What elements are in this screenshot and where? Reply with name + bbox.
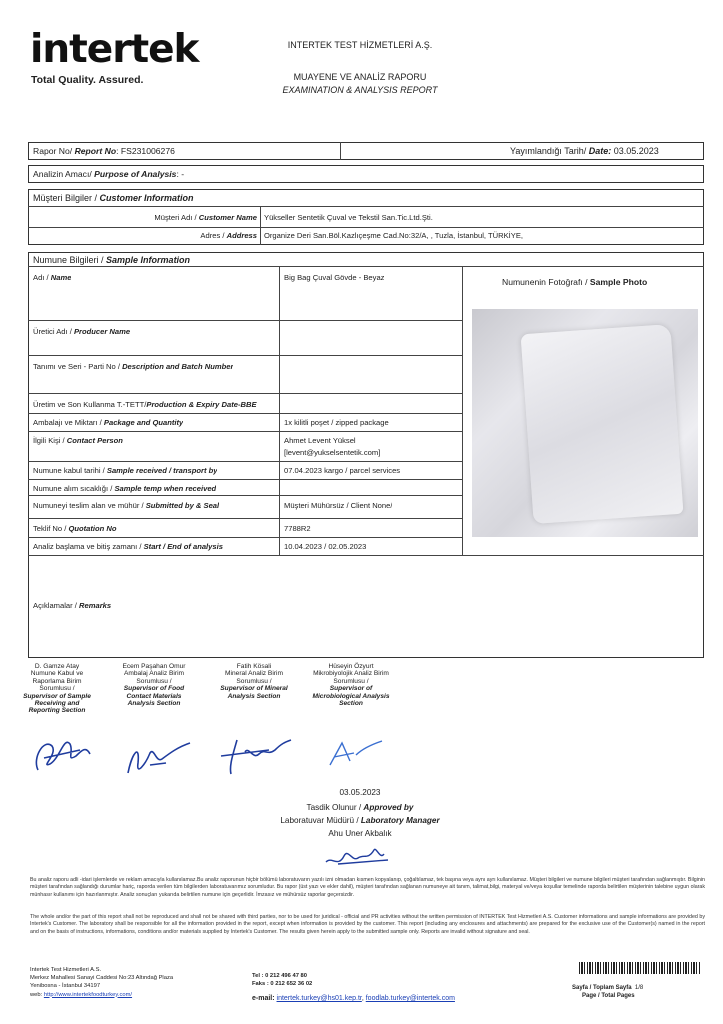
- signature-1: [30, 728, 100, 780]
- production-expiry-label: Üretim ve Son Kullanma T.-TETT/Production & Expiry Date-BBE: [33, 400, 257, 409]
- start-end-value: 10.04.2023 / 02.05.2023: [284, 542, 367, 551]
- report-date: Yayımlandığı Tarih/ Date: 03.05.2023: [510, 146, 659, 156]
- contact-person-value: Ahmet Levent Yüksel: [284, 436, 356, 445]
- customer-section-title: Müşteri Bilgiler / Customer Information: [33, 193, 194, 203]
- quotation-no-value: 7788R2: [284, 524, 311, 533]
- customer-name-label: Müşteri Adı / Customer Name: [154, 213, 257, 222]
- signatory-1: D. Gamze Atay Numune Kabul ve Raporlama Birim Sorumlusu / Supervisor of Sample Receiving and Reporting Section: [23, 663, 91, 715]
- report-title-en: EXAMINATION & ANALYSIS REPORT: [282, 85, 438, 95]
- start-end-label: Analiz başlama ve bitiş zamanı / Start / End of analysis: [33, 542, 223, 551]
- report-title-tr: MUAYENE VE ANALİZ RAPORU: [293, 72, 427, 82]
- sample-received-label: Numune kabul tarihi / Sample received / transport by: [33, 466, 218, 475]
- footer-phone: Tel : 0 212 496 47 80 Faks : 0 212 652 36 02: [252, 973, 313, 988]
- contact-person-label: İlgili Kişi / Contact Person: [33, 436, 123, 445]
- sample-section-title: Numune Bilgileri / Sample Information: [33, 255, 191, 265]
- website-link[interactable]: http://www.intertekfoodturkey.com/: [43, 991, 133, 998]
- quotation-no-label: Teklif No / Quotation No: [33, 524, 117, 533]
- sample-photo-label: Numunenin Fotoğrafı / Sample Photo: [502, 277, 648, 287]
- report-number: Rapor No/ Report No: FS231006276: [33, 146, 175, 156]
- customer-name-value: Yükseller Sentetik Çuval ve Tekstil San.Tic.Ltd.Şti.: [264, 213, 433, 222]
- disclaimer-tr: Bu analiz raporu adli -idari işlemlerde ve reklam amacıyla kullanılamaz.Bu analiz raporunun hiçbir bölümü laboratuvarın yazılı izni olmadan kısmen kopyalanıp, çoğaltılamaz, tek başına veya aynı ayrı kullanılamaz. Müşteri bilgileri ve numune bilgileri müşteri tarafından sağlanmıştır. Bilginin müşteri tarafından sağlandığı durumlar hariç, raporda verilen tüm bilgilerden laboratuvarımız sorumludur. Bu rapor (üst yazı ve ekler dahil), müşteri tarafından sağlanan numuneye ait tanım, talimat,bilgi, materyal ve/veya koşullar temelinde raporda belirtilen müşterinin talebine uygun olarak münhasır kullanımı için hazırlanmıştır. Analiz sonuçları yukarıda belirtilen numune için geçerlidir. İmzasız ve mühürsüz raporlar geçersizdir.: [30, 877, 705, 898]
- intertek-logo: intertek: [30, 27, 199, 72]
- disclaimer-en: The whole and/or the part of this report shall not be reproduced and shall not be shared with third parties, nor to be used for juridical - official and PR activities without the written permission of INTERTEK Test Hizmetleri A.S. Customer informations and sample informations are provided by Intertek's Customer. The laboratory shall be responsible for all the information provided in the report, except when information is provided by the customer. This report (including any enclosures and attachments) are prepared for the exclusive use of the Customer(s) named in the report and on the basis of instructions, informations, conditions and/or materials supplied by Intertek's Customer. The results given herein apply to the submitted sample only. Reports are invalid without signature and seal.: [30, 914, 705, 935]
- remarks-label: Açıklamalar / Remarks: [33, 601, 112, 610]
- approved-by: Tasdik Olunur / Approved by: [306, 803, 414, 812]
- page-number: Sayfa / Toplam Sayfa 1/8 Page / Total Pages: [572, 985, 644, 1000]
- manager-name: Ahu Uner Akbalık: [328, 829, 392, 838]
- barcode: [579, 962, 701, 974]
- signatory-2: Ecem Paşahan Omur Ambalaj Analiz Birim Sorumlusu / Supervisor of Food Contact Materials Analysis Section: [122, 663, 186, 708]
- logo-tagline: Total Quality. Assured.: [31, 74, 144, 86]
- purpose-of-analysis: Analizin Amacı/ Purpose of Analysis: -: [33, 169, 185, 179]
- producer-name-label: Üretici Adı / Producer Name: [33, 327, 131, 336]
- signatory-3: Fatih Kösali Mineral Analiz Birim Sorumlusu / Supervisor of Mineral Analysis Section: [220, 663, 288, 700]
- company-name: INTERTEK TEST HİZMETLERİ A.Ş.: [287, 40, 433, 50]
- signature-2: [120, 733, 200, 783]
- contact-person-email: [levent@yukselsentetik.com]: [284, 448, 381, 457]
- sample-received-value: 07.04.2023 kargo / parcel services: [284, 466, 401, 475]
- sample-temp-label: Numune alım sıcaklığı / Sample temp when received: [33, 484, 217, 493]
- signatory-4: Hüseyin Özyurt Mikrobiyolojik Analiz Birim Sorumlusu / Supervisor of Microbiological Analysis Section: [312, 663, 390, 708]
- submitted-by-label: Numuneyi teslim alan ve mühür / Submitted by & Seal: [33, 501, 220, 510]
- manager-signature: [318, 838, 408, 872]
- laboratory-manager: Laboratuvar Müdürü / Laboratory Manager: [280, 816, 440, 825]
- customer-address-label: Adres / Address: [200, 231, 257, 240]
- package-quantity-value: 1x kilitli poşet / zipped package: [284, 418, 389, 427]
- submitted-by-value: Müşteri Mühürsüz / Client None/: [284, 501, 393, 510]
- footer-address: Intertek Test Hizmetleri A.S. Merkez Mahallesi Sanayi Caddesi No:23 Altındağ Plaza Yenibosna - İstanbul 34197 web: http://www.intertekfoodturkey.com/: [30, 967, 174, 998]
- sample-photo: [472, 309, 698, 537]
- package-quantity-label: Ambalajı ve Miktarı / Package and Quantity: [33, 418, 184, 427]
- description-batch-label: Tanımı ve Seri - Parti No / Description and Batch Number: [33, 362, 234, 371]
- sample-name-label: Adı / Name: [33, 273, 72, 282]
- signature-4: [320, 735, 390, 775]
- sample-name-value: Big Bag Çuval Gövde - Beyaz: [284, 273, 385, 282]
- footer-email: e-mail: intertek.turkey@hs01.kep.tr, foodlab.turkey@intertek.com: [252, 995, 455, 1002]
- signature-3: [215, 730, 295, 780]
- customer-address-value: Organize Deri San.Böl.Kazlıçeşme Cad.No:32/A, , Tuzla, İstanbul, TÜRKİYE,: [264, 231, 524, 240]
- email-link-1[interactable]: intertek.turkey@hs01.kep.tr: [276, 995, 362, 1002]
- approval-date: 03.05.2023: [339, 788, 381, 797]
- email-link-2[interactable]: foodlab.turkey@intertek.com: [365, 995, 455, 1002]
